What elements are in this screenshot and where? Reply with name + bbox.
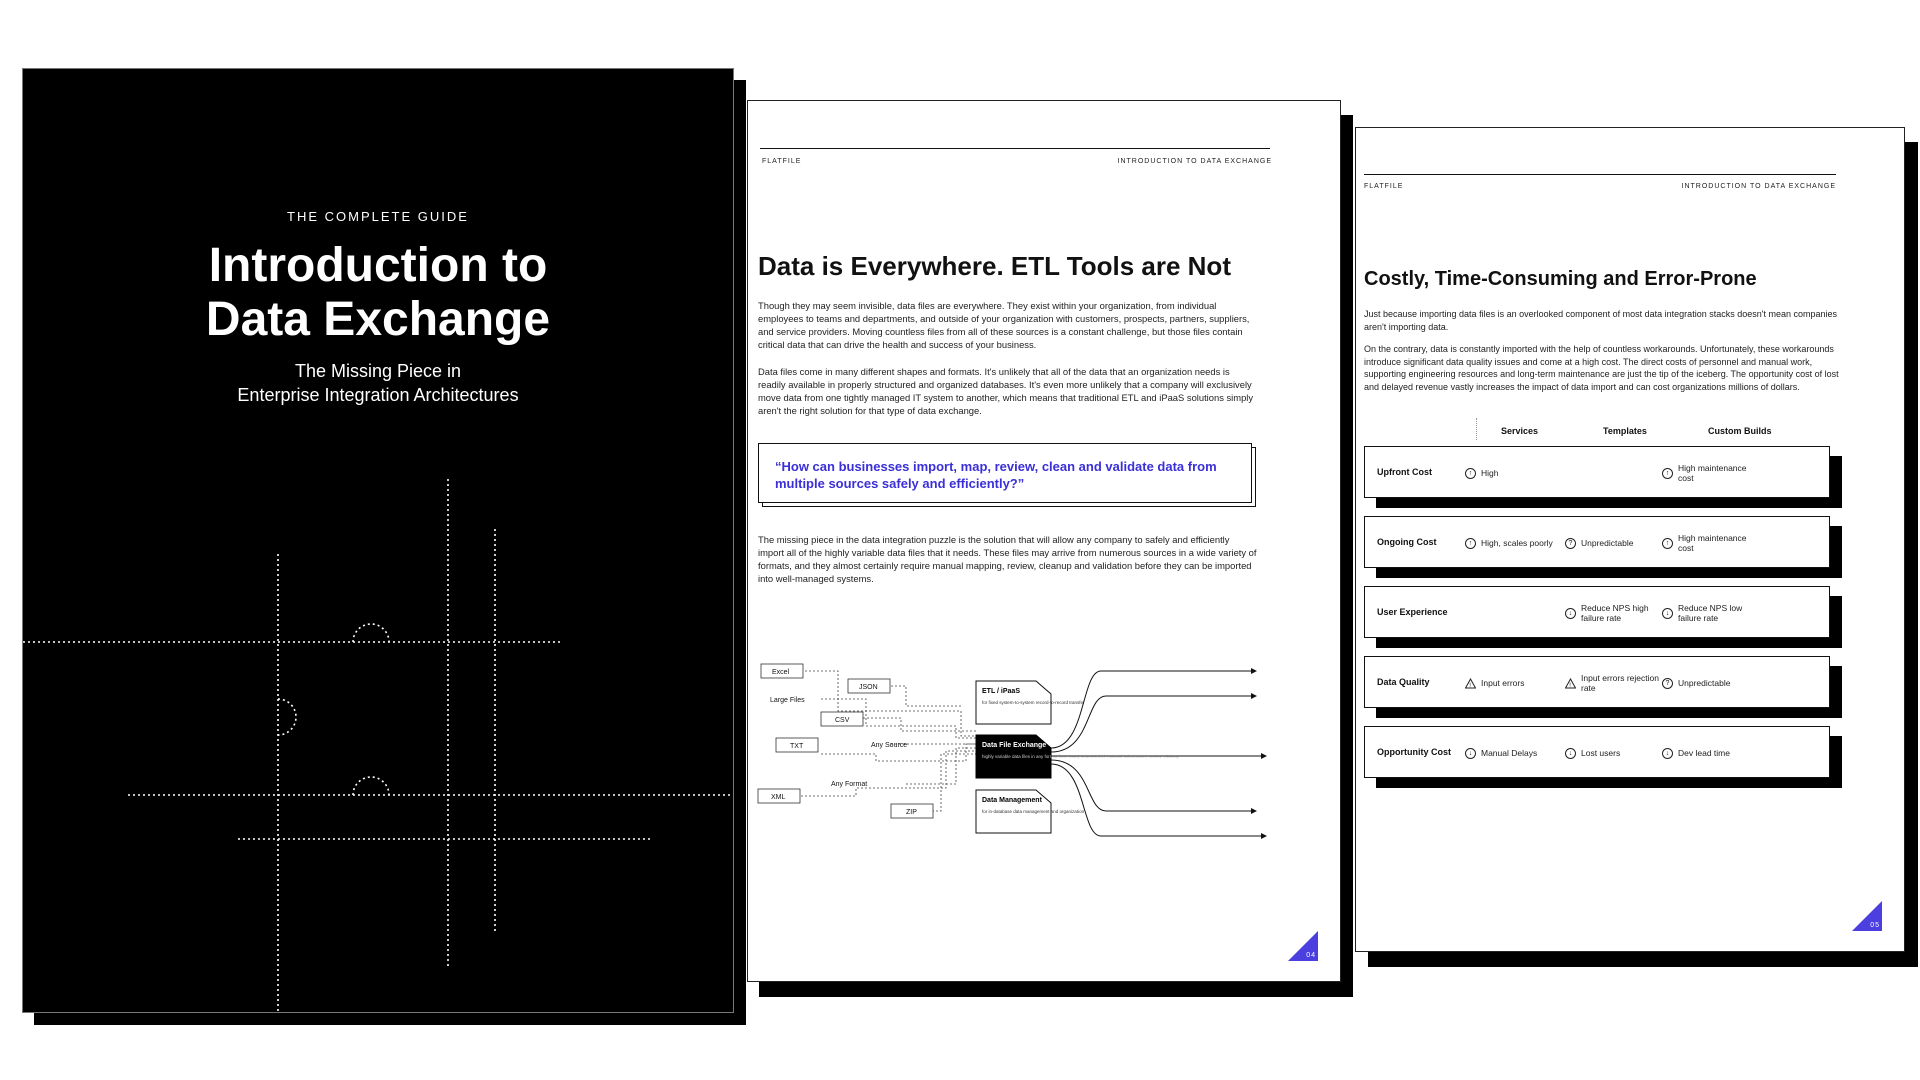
question-circle-icon: ? [1565, 538, 1576, 549]
header-section: INTRODUCTION TO DATA EXCHANGE [1117, 158, 1272, 165]
table-cell [1662, 457, 1758, 489]
label-any-source: Any Source [871, 742, 908, 749]
table-cell [1662, 597, 1758, 629]
row-label: Data Quality [1377, 677, 1430, 687]
page-title: Data is Everywhere. ETL Tools are Not [758, 251, 1231, 281]
cell-text: Reduce NPS high failure rate [1581, 603, 1649, 623]
header-brand: FLATFILE [762, 158, 802, 165]
arrow-up-circle-icon: ↑ [1465, 538, 1476, 549]
question-circle-icon: ? [1662, 678, 1673, 689]
table-row [1364, 516, 1830, 568]
cover-page [22, 68, 734, 1013]
table-cell [1662, 527, 1758, 559]
paragraph-3: The missing piece in the data integration puzzle is the solution that will allow any company to safely and efficiently import all of the highly variable data files that it needs. These files may arrive from numerous sources in a wide variety of formats, and they almost certainly require manual mapping, review, cleanup and validation before they can be imported into well-managed systems. [758, 534, 1257, 584]
box-dm-title: Data Management [982, 797, 1042, 804]
arrow-down-circle-icon: ↓ [1465, 748, 1476, 759]
page-data-everywhere [747, 100, 1341, 982]
cell-text: Manual Delays [1481, 748, 1538, 758]
arrow-down-circle-icon: ↓ [1565, 608, 1576, 619]
cell-text: Input errors [1481, 678, 1525, 688]
row-label: User Experience [1377, 607, 1448, 617]
cell-text: Reduce NPS low failure rate [1678, 603, 1743, 623]
source-excel-label: Excel [772, 669, 790, 676]
table-row [1364, 586, 1830, 638]
data-flow-diagram [756, 656, 1276, 896]
source-xml-label: XML [771, 794, 786, 801]
cover-title-line2: Data Exchange [205, 293, 551, 346]
column-services: Services [1501, 426, 1539, 436]
paragraph-2: Data files come in many different shapes and formats. It's unlikely that all of the data that an organization needs is readily available in properly structured and organized databases. It's even more unlikely that a company will exclusively move data from one tightly managed IT system to another, which means that traditional ETL and iPaaS solutions simply aren't the right solution for that type of data exchange. [758, 366, 1254, 416]
arrow-down-circle-icon: ↓ [1565, 748, 1576, 759]
arrow-down-circle-icon: ↓ [1662, 748, 1673, 759]
table-cell [1565, 457, 1661, 489]
cell-text: High [1481, 468, 1499, 478]
header-rule [760, 148, 1270, 149]
cover-subtitle-line2: Enterprise Integration Architectures [237, 385, 519, 405]
table-cell [1465, 527, 1561, 559]
cell-text: Input errors rejection rate [1581, 673, 1659, 693]
cell-text: Unpredictable [1678, 678, 1731, 688]
header-section: INTRODUCTION TO DATA EXCHANGE [1681, 183, 1836, 190]
paragraph-2: On the contrary, data is constantly imported with the help of countless workarounds. Unfortunately, these workarounds introduce significant data quality issues and come at a high cost. The direct costs of personnel and manual work, supporting engineering resources and long-term maintenance are just the tip of the iceberg. The opportunity cost of lost and delayed revenue vastly increases the impact of data import and can cost organizations millions of dollars. [1364, 344, 1839, 392]
arrow-up-circle-icon: ↑ [1465, 468, 1476, 479]
header-rule [1364, 174, 1836, 175]
label-large-files: Large Files [770, 697, 805, 704]
svg-text:!: ! [1469, 682, 1471, 689]
row-label: Opportunity Cost [1377, 747, 1451, 757]
source-zip-label: ZIP [906, 809, 917, 816]
box-etl-desc: for fixed system-to-system record-to-record transfer [982, 700, 1085, 705]
arrow-down-circle-icon: ↓ [1662, 608, 1673, 619]
source-json-label: JSON [859, 684, 878, 691]
arrow-up-circle-icon: ↑ [1662, 468, 1673, 479]
table-cell [1662, 667, 1758, 699]
page-number: 05 [1870, 922, 1880, 929]
page-costly [1355, 127, 1905, 952]
pull-quote-text: “How can businesses import, map, review, clean and validate data from multiple sources safely and efficiently?” [775, 459, 1217, 491]
source-txt-label: TXT [790, 743, 804, 750]
table-cell [1565, 597, 1661, 629]
header-brand: FLATFILE [1364, 183, 1404, 190]
table-header-separator [1476, 418, 1478, 440]
table-cell [1565, 527, 1661, 559]
column-custom-builds: Custom Builds [1708, 426, 1772, 436]
cell-text: High maintenance cost [1678, 463, 1747, 483]
page-title: Costly, Time-Consuming and Error-Prone [1364, 268, 1757, 290]
cell-text: Dev lead time [1678, 748, 1730, 758]
cell-text: High, scales poorly [1481, 538, 1553, 548]
table-cell [1565, 667, 1661, 699]
table-cell [1465, 667, 1561, 699]
cell-text: Unpredictable [1581, 538, 1634, 548]
paragraph-1: Just because importing data files is an overlooked component of most data integration stacks doesn't mean companies aren't importing data. [1364, 309, 1837, 332]
column-templates: Templates [1603, 426, 1647, 436]
row-label: Ongoing Cost [1377, 537, 1437, 547]
warning-triangle-icon [1565, 678, 1576, 689]
paragraph-1: Though they may seem invisible, data files are everywhere. They exist within your organization, from individual employees to teams and departments, and outside of your organization with customers, prospects, partners, suppliers, and service providers. Moving countless files from all of these sources is a constant challenge, but those files contain critical data that can drive the health and success of your business. [758, 300, 1250, 350]
cover-eyebrow: THE COMPLETE GUIDE [287, 209, 469, 224]
cover-subtitle-line1: The Missing Piece in [294, 361, 462, 381]
source-csv-label: CSV [835, 717, 850, 724]
label-any-format: Any Format [831, 781, 868, 788]
table-row [1364, 656, 1830, 708]
box-etl-title: ETL / iPaaS [982, 688, 1020, 695]
row-label: Upfront Cost [1377, 467, 1432, 477]
arrow-up-circle-icon: ↑ [1662, 538, 1673, 549]
warning-triangle-icon [1465, 678, 1476, 689]
page-number: 04 [1306, 952, 1316, 959]
table-cell [1465, 597, 1561, 629]
cover-title-line1: Introduction to [208, 239, 548, 292]
cell-text: Lost users [1581, 748, 1621, 758]
table-cell [1565, 737, 1661, 769]
table-cell [1465, 457, 1561, 489]
cell-text: High maintenance cost [1678, 533, 1747, 553]
puzzle-grid-art [23, 69, 734, 1013]
table-row [1364, 726, 1830, 778]
table-cell [1662, 737, 1758, 769]
table-cell [1465, 737, 1561, 769]
box-dfe-desc: highly variable data files in any format from many sources incl. manual submission, review, cleanup [982, 754, 1180, 759]
box-dfe-title: Data File Exchange [982, 742, 1047, 749]
pull-quote [758, 443, 1252, 503]
table-row [1364, 446, 1830, 498]
box-dm-desc: for in-database data management and organization [982, 809, 1085, 814]
svg-text:!: ! [1569, 682, 1571, 689]
